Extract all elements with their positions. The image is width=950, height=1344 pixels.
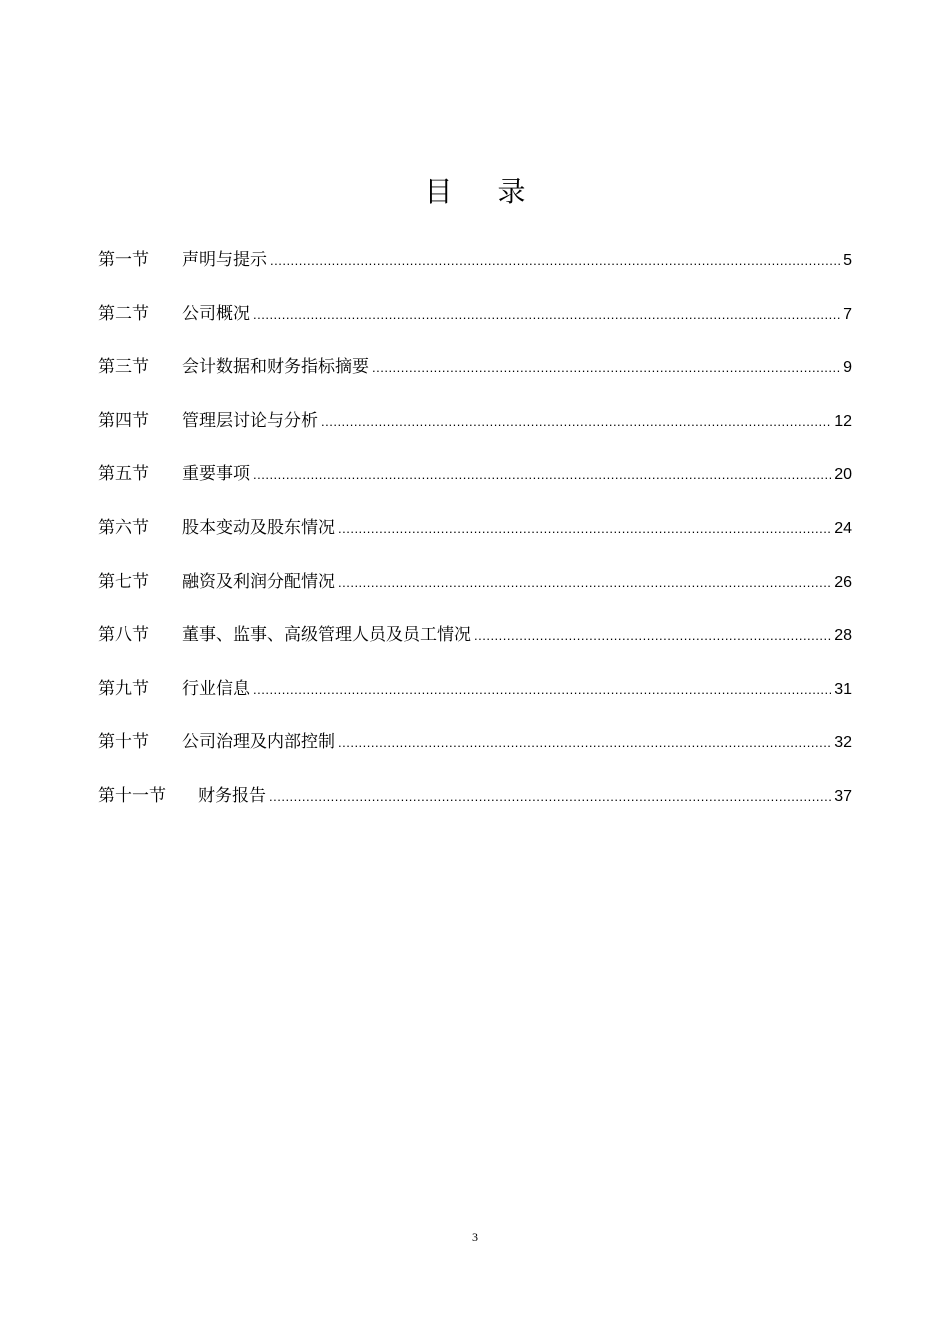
toc-section-number: 第九节: [98, 678, 149, 699]
toc-entry[interactable]: [98, 353, 852, 407]
toc-entry[interactable]: [98, 568, 852, 622]
toc-page-number: 24: [834, 519, 852, 537]
table-of-contents: [98, 246, 852, 836]
toc-entry-title: 融资及利润分配情况: [182, 571, 335, 592]
toc-section-number: 第八节: [98, 625, 149, 646]
toc-leader-dots: [372, 354, 840, 382]
toc-section-number: 第十一节: [98, 785, 166, 806]
toc-leader-dots: [321, 408, 831, 436]
toc-entry-title: 董事、监事、高级管理人员及员工情况: [182, 625, 471, 646]
toc-page-number: 5: [843, 252, 852, 269]
toc-page-number: 20: [834, 466, 852, 484]
toc-section-number: 第一节: [98, 250, 149, 270]
toc-leader-dots: [269, 783, 831, 811]
toc-entry-title: 声明与提示: [182, 250, 267, 270]
toc-entry[interactable]: [98, 300, 852, 354]
toc-leader-dots: [253, 301, 840, 329]
toc-entry-title: 公司治理及内部控制: [182, 732, 335, 753]
toc-section-number: 第十节: [98, 732, 149, 753]
toc-entry-title: 财务报告: [198, 785, 266, 806]
toc-section-number: 第七节: [98, 571, 149, 592]
toc-leader-dots: [338, 515, 831, 543]
toc-section-number: 第六节: [98, 517, 149, 538]
toc-entry[interactable]: [98, 514, 852, 568]
toc-section-number: 第五节: [98, 464, 149, 485]
toc-section-number: 第三节: [98, 357, 149, 378]
toc-leader-dots: [270, 247, 840, 275]
toc-section-number: 第四节: [98, 410, 149, 431]
toc-leader-dots: [253, 461, 831, 489]
toc-leader-dots: [474, 622, 831, 650]
toc-page-number: 28: [834, 627, 852, 645]
toc-entry[interactable]: [98, 621, 852, 675]
toc-entry-title: 公司概况: [182, 303, 250, 324]
toc-entry[interactable]: [98, 460, 852, 514]
toc-leader-dots: [253, 676, 831, 704]
toc-page-number: 31: [834, 680, 852, 698]
toc-entry[interactable]: [98, 728, 852, 782]
toc-page-number: 7: [843, 305, 852, 323]
toc-leader-dots: [338, 729, 831, 757]
toc-entry-title: 股本变动及股东情况: [182, 517, 335, 538]
toc-entry[interactable]: [98, 782, 852, 836]
toc-leader-dots: [338, 569, 831, 597]
toc-page-number: 9: [843, 359, 852, 377]
toc-entry-title: 管理层讨论与分析: [182, 410, 318, 431]
toc-entry[interactable]: [98, 246, 852, 300]
page-number: 3: [472, 1230, 478, 1244]
toc-page-number: 37: [834, 787, 852, 805]
toc-entry-title: 会计数据和财务指标摘要: [182, 357, 369, 378]
page-title: 目 录: [424, 175, 544, 208]
toc-section-number: 第二节: [98, 303, 149, 324]
toc-page-number: 32: [834, 734, 852, 752]
toc-page-number: 26: [834, 573, 852, 591]
toc-entry-title: 重要事项: [182, 464, 250, 485]
toc-entry-title: 行业信息: [182, 678, 250, 699]
toc-page-number: 12: [834, 412, 852, 430]
toc-entry[interactable]: [98, 407, 852, 461]
toc-entry[interactable]: [98, 675, 852, 729]
